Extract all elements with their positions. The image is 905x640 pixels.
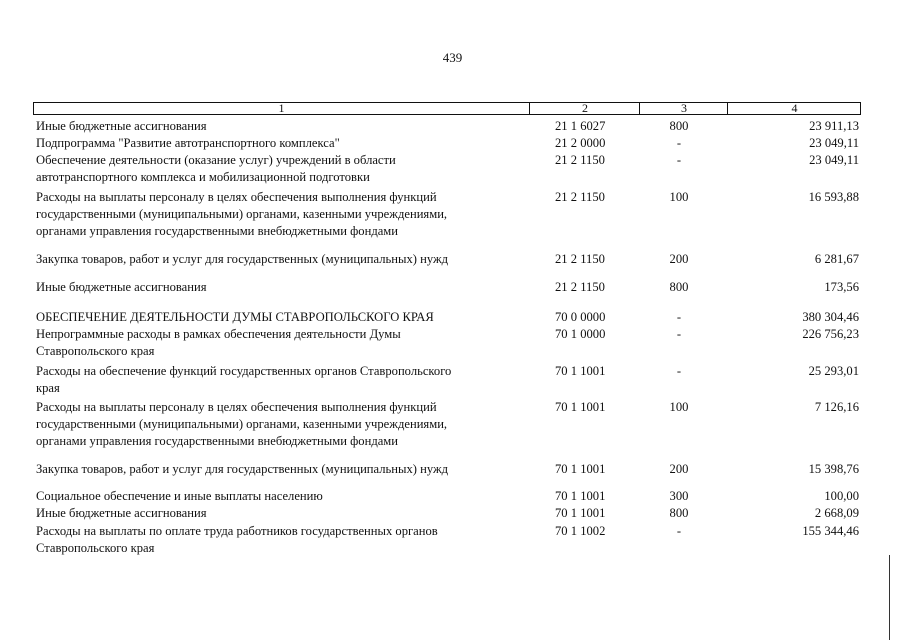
row-type: 100 <box>669 400 689 414</box>
row-type: 200 <box>669 252 689 266</box>
header-col-2: 2 <box>529 103 640 114</box>
row-type: - <box>676 136 682 150</box>
row-code: 70 1 0000 <box>555 327 606 341</box>
row-code: 70 1 1002 <box>555 524 606 538</box>
row-type: - <box>676 327 682 341</box>
row-amount: 6 281,67 <box>814 252 859 266</box>
row-amount: 173,56 <box>824 280 859 294</box>
row-type: - <box>676 364 682 378</box>
header-col-3: 3 <box>639 103 728 114</box>
row-name: Обеспечение деятельности (оказание услуг) учреждений в области автотранспортного комплекса и мобилизационной подготовки <box>36 153 396 184</box>
row-amount: 16 593,88 <box>808 190 859 204</box>
table-header <box>33 102 861 115</box>
row-amount: 23 049,11 <box>809 153 859 167</box>
row-code: 70 0 0000 <box>555 310 606 324</box>
row-amount: 23 049,11 <box>809 136 859 150</box>
row-name: Подпрограмма "Развитие автотранспортного комплекса" <box>36 136 340 150</box>
row-amount: 100,00 <box>824 489 859 503</box>
row-type: 100 <box>669 190 689 204</box>
row-name: Иные бюджетные ассигнования <box>36 280 207 294</box>
row-name: Закупка товаров, работ и услуг для государственных (муниципальных) нужд <box>36 462 449 476</box>
row-type: - <box>676 524 682 538</box>
row-code: 21 2 1150 <box>555 153 605 167</box>
row-amount: 15 398,76 <box>808 462 859 476</box>
row-name: Расходы на обеспечение функций государственных органов Ставропольского края <box>36 364 452 395</box>
row-amount: 226 756,23 <box>802 327 859 341</box>
row-code: 21 2 1150 <box>555 252 605 266</box>
row-code: 70 1 1001 <box>555 489 606 503</box>
row-code: 21 2 0000 <box>555 136 606 150</box>
row-amount: 2 668,09 <box>814 506 859 520</box>
row-code: 70 1 1001 <box>555 462 606 476</box>
row-code: 21 1 6027 <box>555 119 606 133</box>
row-code: 70 1 1001 <box>555 364 606 378</box>
row-code: 70 1 1001 <box>555 400 606 414</box>
row-name: Иные бюджетные ассигнования <box>36 119 207 133</box>
header-col-1: 1 <box>278 101 285 115</box>
row-name: Расходы на выплаты персоналу в целях обеспечения выполнения функций государственными (муниципальными) органами, казенными учреждениями, органами управления государственными внебюджетными фондами <box>36 190 448 238</box>
row-name: Расходы на выплаты по оплате труда работников государственных органов Ставропольского края <box>36 524 438 555</box>
page-number: 439 <box>442 50 463 65</box>
row-name: Социальное обеспечение и иные выплаты населению <box>36 489 323 503</box>
row-amount: 7 126,16 <box>814 400 859 414</box>
row-type: 800 <box>669 119 689 133</box>
row-name: ОБЕСПЕЧЕНИЕ ДЕЯТЕЛЬНОСТИ ДУМЫ СТАВРОПОЛЬСКОГО КРАЯ <box>36 310 434 324</box>
row-type: - <box>676 153 682 167</box>
header-col-4: 4 <box>727 103 861 114</box>
row-type: 800 <box>669 280 689 294</box>
row-type: 300 <box>669 489 689 503</box>
row-code: 21 2 1150 <box>555 280 605 294</box>
row-amount: 23 911,13 <box>809 119 859 133</box>
row-amount: 380 304,46 <box>802 310 859 324</box>
page-edge-line <box>889 555 890 640</box>
row-amount: 155 344,46 <box>802 524 859 538</box>
row-type: 800 <box>669 506 689 520</box>
row-name: Закупка товаров, работ и услуг для государственных (муниципальных) нужд <box>36 252 449 266</box>
row-name: Непрограммные расходы в рамках обеспечения деятельности Думы Ставропольского края <box>36 327 401 358</box>
row-name: Иные бюджетные ассигнования <box>36 506 207 520</box>
row-amount: 25 293,01 <box>808 364 859 378</box>
row-type: 200 <box>669 462 689 476</box>
row-name: Расходы на выплаты персоналу в целях обеспечения выполнения функций государственными (муниципальными) органами, казенными учреждениями, органами управления государственными внебюджетными фондами <box>36 400 448 448</box>
row-type: - <box>676 310 682 324</box>
row-code: 70 1 1001 <box>555 506 606 520</box>
row-code: 21 2 1150 <box>555 190 605 204</box>
